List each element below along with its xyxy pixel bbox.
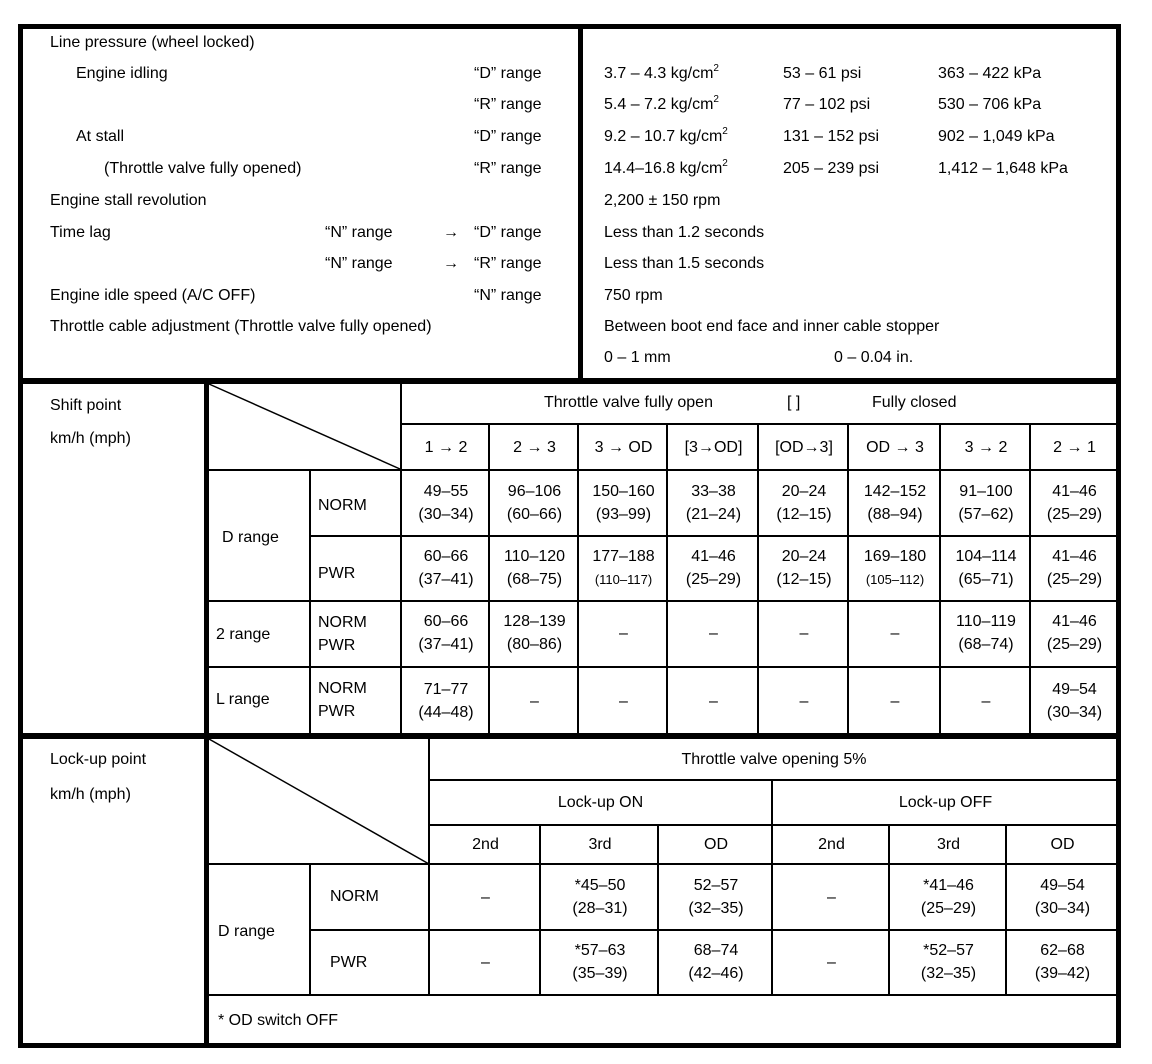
shift-col-header: 3 → OD [594,439,653,456]
lockup-cell-value: *52–57 [923,942,974,959]
pwr-label: PWR [318,703,356,720]
grid-line [207,994,1118,996]
lockup-cell-value: *45–50 [574,877,626,894]
shift-col-header: OD → 3 [866,439,924,456]
psi-value: 131 – 152 psi [783,128,880,145]
lockup-cell-value: (35–39) [572,965,628,982]
superscript: 2 [713,94,719,105]
lockup-off-header: Lock-up OFF [898,794,993,811]
pwr-label: PWR [318,565,356,582]
grid-line [428,824,1118,826]
range-label: “D” range [474,65,542,82]
psi-value: 205 – 239 psi [783,160,880,177]
pwr-label: PWR [318,637,356,654]
lockup-cell-value: 68–74 [693,942,739,959]
norm-label: NORM [318,497,367,514]
shift-cell-value: 169–180 [863,548,927,565]
lockup-col-header: OD [704,836,728,853]
fully-closed-header: Fully closed [872,394,957,411]
time-lag-label: Time lag [50,224,111,241]
shift-cell-dash: – [709,624,718,642]
lockup-cell-value: (32–35) [920,965,977,982]
shift-cell-value: 96–106 [507,483,562,500]
lockup-unit-label: km/h (mph) [50,786,131,803]
lockup-cell-value: *57–63 [574,942,626,959]
shift-cell-value: 110–119 [956,613,1016,630]
from-range: “N” range [325,255,393,272]
lockup-on-header: Lock-up ON [557,794,644,811]
shift-point-label: Shift point [50,397,122,414]
cable-description: Between boot end face and inner cable stopper [604,318,940,335]
shift-cell-dash: – [981,692,991,710]
shift-cell-value: (37–41) [418,571,474,588]
time-lag-value: Less than 1.5 seconds [604,255,765,272]
shift-cell-value: (80–86) [506,636,563,653]
lockup-col-header: 3rd [588,836,612,853]
lockup-cell-dash: – [827,888,836,906]
lockup-cell-value: (32–35) [688,900,744,917]
shift-cell-dash: – [890,624,900,642]
lockup-col-header: 3rd [936,836,961,853]
lockup-cell-value: (28–31) [572,900,628,917]
l-range-label: L range [216,691,270,708]
lockup-col-header: OD [1050,836,1075,853]
shift-cell-dash: – [619,692,628,710]
shift-col-header: 3 → 2 [964,439,1008,456]
shift-cell-value: 128–139 [503,613,566,630]
range-label: “D” range [474,224,542,241]
lockup-cell-value: (39–42) [1034,965,1091,982]
shift-cell-value: 150–160 [592,483,655,500]
idle-speed-label: Engine idle speed (A/C OFF) [50,287,256,304]
cable-in: 0 – 0.04 in. [834,349,914,366]
time-lag-value: Less than 1.2 seconds [604,224,765,241]
shift-cell-value: (68–75) [506,571,563,588]
shift-cell-value: 177–188 [592,548,655,565]
superscript: 2 [722,126,728,137]
shift-cell-value: (65–71) [958,571,1014,588]
shift-cell-dash: – [799,624,809,642]
arrow-icon: → [443,255,459,272]
superscript: 2 [722,158,728,169]
shift-cell-value: (105–112) [865,572,925,587]
shift-cell-value: 60–66 [423,613,469,630]
range-label: “R” range [474,255,542,272]
stall-revolution-label: Engine stall revolution [50,192,207,209]
throttle-opening-header: Throttle valve opening 5% [681,751,867,768]
shift-cell-value: 20–24 [781,548,827,565]
shift-cell-value: 91–100 [959,483,1013,500]
divider [204,736,209,1048]
value: 14.4–16.8 kg/cm [604,160,723,177]
bracket-legend: [ ] [787,394,801,411]
shift-cell-value: (93–99) [595,506,652,523]
shift-cell-value: (30–34) [1046,704,1103,721]
shift-cell-dash: – [890,692,900,710]
footnote: * OD switch OFF [218,1012,339,1029]
lockup-cell-value: (30–34) [1034,900,1091,917]
kpa-value: 902 – 1,049 kPa [938,128,1055,145]
lockup-cell-value: 49–54 [1040,877,1085,894]
idle-rpm-value: 750 rpm [604,287,663,304]
value: 3.7 – 4.3 kg/cm [604,65,714,82]
grid-line [309,929,1118,931]
d-range-label: D range [222,529,279,546]
shift-cell-value: (25–29) [1046,571,1103,588]
kpa-value: 530 – 706 kPa [938,96,1042,113]
shift-cell-value: 110–120 [503,548,566,565]
psi-value: 77 – 102 psi [783,96,871,113]
engine-idling-label: Engine idling [76,65,168,82]
superscript: 2 [713,63,719,74]
lockup-cell-dash: – [827,953,836,971]
cable-mm: 0 – 1 mm [604,349,671,366]
lockup-col-header: 2nd [818,836,845,853]
stall-rpm-value: 2,200 ± 150 rpm [604,192,721,209]
shift-cell-value: 20–24 [781,483,827,500]
shift-cell-value: (44–48) [418,704,474,721]
shift-cell-value: 41–46 [1052,548,1097,565]
shift-col-header: 2 → 1 [1053,439,1096,456]
shift-cell-dash: – [530,692,539,710]
throttle-cable-label: Throttle cable adjustment (Throttle valve fully opened) [50,318,432,335]
shift-col-header: [OD→3] [775,439,833,456]
throttle-open-header: Throttle valve fully open [544,394,713,411]
shift-cell-value: (25–29) [1046,506,1103,523]
shift-unit-label: km/h (mph) [50,430,131,447]
lockup-cell-value: 62–68 [1040,942,1085,959]
shift-cell-value: (68–74) [958,636,1014,653]
range-label: “D” range [474,128,542,145]
lockup-cell-value: 52–57 [693,877,739,894]
range-label: “R” range [474,96,542,113]
shift-cell-value: (37–41) [418,636,474,653]
value: 5.4 – 7.2 kg/cm [604,96,714,113]
lockup-col-header: 2nd [472,836,499,853]
shift-cell-value: 49–54 [1052,681,1097,698]
two-range-label: 2 range [216,626,271,643]
arrow-icon: → [443,224,459,241]
shift-cell-dash: – [799,692,809,710]
shift-cell-value: (57–62) [958,506,1014,523]
shift-cell-value: 41–46 [1052,483,1097,500]
shift-cell-value: 71–77 [423,681,469,698]
pwr-label: PWR [330,954,368,971]
shift-cell-value: 41–46 [691,548,736,565]
psi-value: 53 – 61 psi [783,65,862,82]
shift-cell-value: 60–66 [423,548,469,565]
lockup-cell-value: (25–29) [920,900,977,917]
lockup-cell-dash: – [481,888,490,906]
kpa-value: 363 – 422 kPa [938,65,1042,82]
grid-line [428,779,1118,781]
shift-cell-dash: – [619,624,628,642]
range-label: “R” range [474,160,542,177]
shift-col-header: 2 → 3 [513,439,556,456]
shift-cell-value: (110–117) [594,572,653,587]
shift-cell-value: (21–24) [685,506,742,523]
shift-cell-value: (12–15) [776,571,832,588]
lockup-cell-value: (42–46) [688,965,744,982]
range-label: “N” range [474,287,542,304]
lockup-point-label: Lock-up point [50,751,147,768]
shift-cell-dash: – [709,692,718,710]
shift-cell-value: (25–29) [685,571,742,588]
norm-label: NORM [318,614,367,631]
lockup-cell-value: *41–46 [923,877,974,894]
shift-cell-value: 142–152 [863,483,927,500]
from-range: “N” range [325,224,393,241]
value: 9.2 – 10.7 kg/cm [604,128,723,145]
shift-cell-value: (12–15) [776,506,832,523]
shift-col-header: 1 → 2 [424,439,468,456]
lockup-cell-dash: – [481,953,490,971]
throttle-open-label: (Throttle valve fully opened) [104,160,302,177]
shift-cell-value: 104–114 [955,548,1017,565]
norm-label: NORM [330,888,379,905]
shift-cell-value: 49–55 [423,483,469,500]
shift-cell-value: (88–94) [867,506,923,523]
at-stall-label: At stall [76,128,125,145]
shift-cell-value: (30–34) [418,506,474,523]
shift-cell-value: 33–38 [691,483,736,500]
kpa-value: 1,412 – 1,648 kPa [938,160,1068,177]
line-pressure-label: Line pressure (wheel locked) [50,34,255,51]
grid-line [207,863,1118,865]
shift-cell-value: (60–66) [506,506,563,523]
d-range-label: D range [218,923,275,940]
shift-cell-value: 41–46 [1052,613,1097,630]
shift-cell-value: (25–29) [1046,636,1103,653]
norm-label: NORM [318,680,367,697]
shift-col-header: [3→OD] [684,439,743,456]
